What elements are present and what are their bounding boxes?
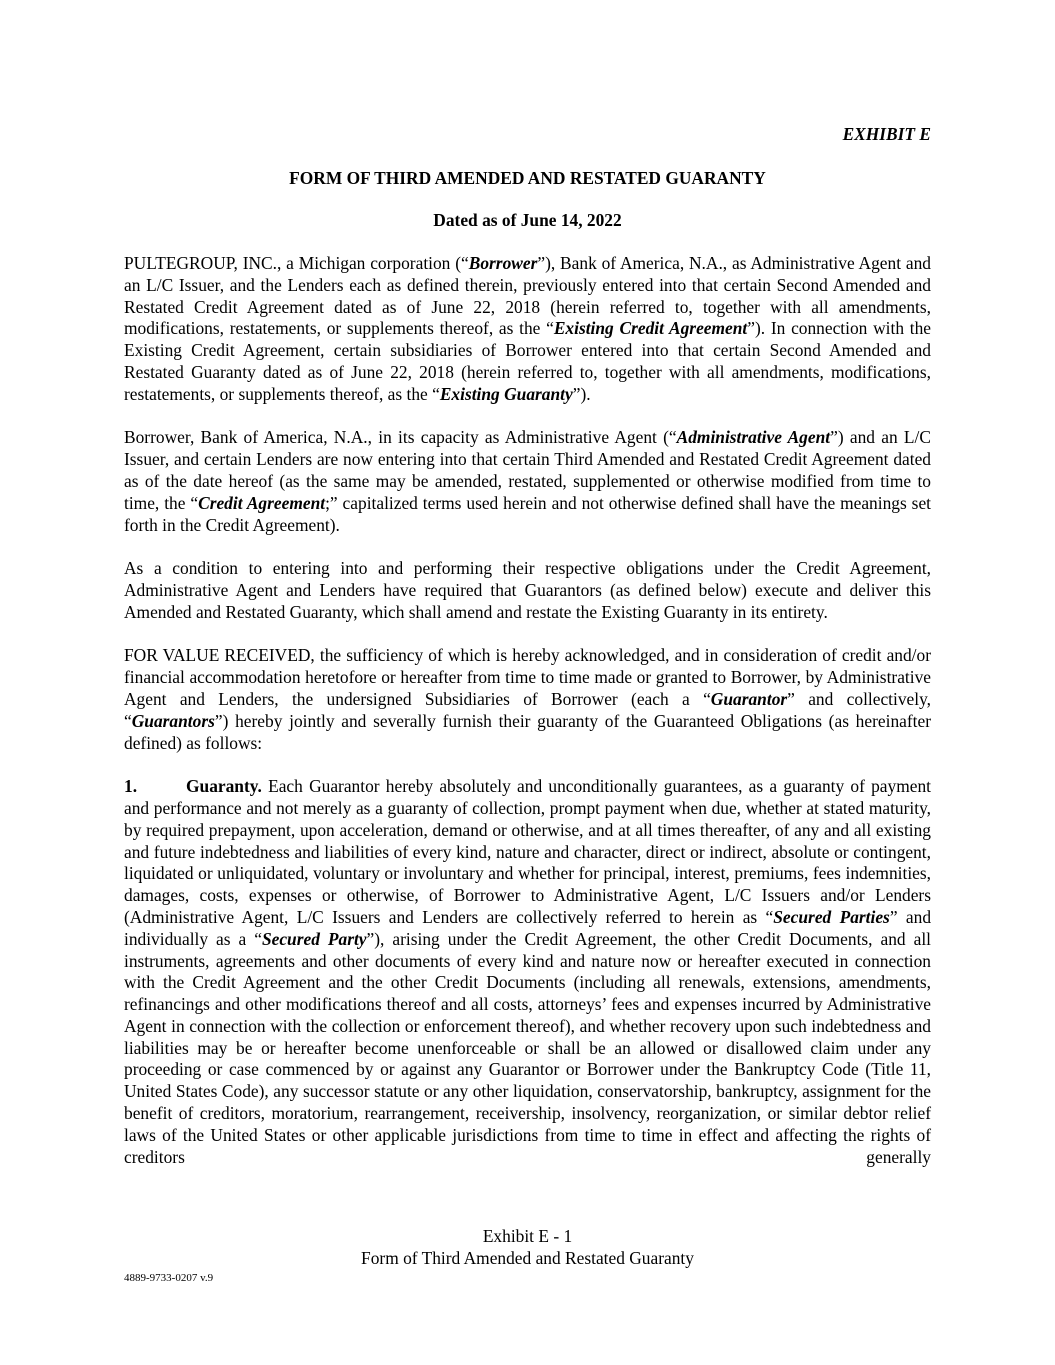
recital-paragraph-2 bbox=[124, 427, 931, 536]
defined-term-secured-parties: Secured Parties bbox=[773, 906, 890, 927]
section-number: 1. bbox=[124, 776, 138, 797]
text: ”). bbox=[572, 383, 591, 404]
defined-term-borrower: Borrower bbox=[468, 253, 538, 273]
document-date: Dated as of June 14, 2022 bbox=[433, 210, 622, 230]
text: ” and individually as a “ bbox=[124, 906, 932, 949]
document-body bbox=[124, 253, 931, 1190]
text: ”) and an L/C Issuer, and certain Lenders are now entering into that certain Third Amended and Restated Credit Agreement dated as of the date hereof (as the same may be amended, restated, supplemented or otherwise modified from time to time, the “ bbox=[124, 427, 931, 513]
defined-term-existing-credit-agreement: Existing Credit Agreement bbox=[553, 318, 748, 339]
text: ” and collectively, “ bbox=[124, 688, 931, 731]
recital-paragraph-1 bbox=[124, 253, 931, 406]
section-1-guaranty bbox=[124, 776, 931, 1168]
document-id: 4889-9733-0207 v.9 bbox=[124, 1272, 214, 1284]
text: ”), Bank of America, N.A., as Administrative Agent and an L/C Issuer, and the Lenders each as defined therein, previously entered into that certain Second Amended and Restated Credit Agreement dated as of June 22, 2018 (herein referred to, together with all amendments, modifications, restatements, or supplements thereof, as the “ bbox=[124, 253, 931, 339]
text: FOR VALUE RECEIVED, the sufficiency of which is hereby acknowledged, and in consideration of credit and/or financial accommodation heretofore or hereafter from time to time made or granted to Borrower, by Administrative Agent and Lenders, the undersigned Subsidiaries of Borrower (each a “ bbox=[124, 645, 931, 709]
text: Each Guarantor hereby absolutely and unconditionally guarantees, as a guaranty of payment and performance and not merely as a guaranty of collection, prompt payment when due, whether at stated maturity, by required prepayment, upon acceleration, demand or otherwise, and at all times thereafter, of any and all existing and future indebtedness and liabilities of every kind, nature and character, direct or indirect, absolute or contingent, liquidated or unliquidated, voluntary or involuntary and whether for principal, interest, premiums, fees indemnities, damages, costs, expenses or otherwise, of Borrower to Administrative Agent, L/C Issuers and/or Lenders (Administrative Agent, L/C Issuers and Lenders are collectively referred to herein as “ bbox=[124, 776, 931, 927]
text: ”), arising under the Credit Agreement, the other Credit Documents, and all instruments, agreements and other documents of every kind and nature now or hereafter executed in connection with the Credit Agreement and the other Credit Documents (including all renewals, extensions, amendments, refinancings and other modifications thereof and all costs, attorneys’ fees and expenses incurred by Administrative Agent in connection with the collection or enforcement thereof), and whether recovery upon such indebtedness and liabilities may be or hereafter become unenforceable or shall be an allowed or disallowed claim under any proceeding or case commenced by or against any Guarantor or Borrower under the Bankruptcy Code (Title 11, United States Code), any successor statute or any other liquidation, conservatorship, bankruptcy, assignment for the benefit of creditors, moratorium, rearrangement, receivership, insolvency, reorganization, or similar debtor relief laws of the United States or other applicable jurisdictions from time to time in effect and affecting the rights of creditors generally bbox=[124, 928, 931, 1167]
defined-term-administrative-agent: Administrative Agent bbox=[676, 427, 831, 448]
defined-term-credit-agreement: Credit Agreement bbox=[198, 492, 326, 513]
footer-title: Form of Third Amended and Restated Guaranty bbox=[361, 1248, 694, 1268]
text: ”). In connection with the Existing Credit Agreement, certain subsidiaries of Borrower entered into that certain Second Amended and Restated Guaranty dated as of June 22, 2018 (herein referred to, together with all amendments, modifications, restatements, or supplements thereof, as the “ bbox=[124, 318, 931, 404]
text: Borrower, Bank of America, N.A., in its capacity as Administrative Agent (“ bbox=[124, 427, 677, 448]
defined-term-existing-guaranty: Existing Guaranty bbox=[439, 383, 573, 404]
text: ;” capitalized terms used herein and not otherwise defined shall have the meanings set forth in the Credit Agreement). bbox=[124, 492, 931, 535]
exhibit-label: EXHIBIT E bbox=[842, 124, 931, 144]
defined-term-secured-party: Secured Party bbox=[261, 928, 367, 949]
recital-paragraph-3 bbox=[124, 558, 931, 623]
defined-term-guarantors: Guarantors bbox=[131, 710, 215, 731]
text: ”) hereby jointly and severally furnish their guaranty of the Guaranteed Obligations (as hereinafter defined) as follows: bbox=[124, 710, 931, 753]
recital-paragraph-4 bbox=[124, 645, 931, 754]
footer-page-number: Exhibit E - 1 bbox=[482, 1226, 573, 1246]
section-heading: Guaranty. bbox=[186, 776, 262, 797]
text: PULTEGROUP, INC., a Michigan corporation (“ bbox=[124, 253, 469, 273]
defined-term-guarantor: Guarantor bbox=[710, 688, 788, 709]
document-title: FORM OF THIRD AMENDED AND RESTATED GUARANTY bbox=[289, 168, 766, 188]
text: As a condition to entering into and performing their respective obligations under the Credit Agreement, Administrative Agent and Lenders have required that Guarantors (as defined below) execute and deliver this Amended and Restated Guaranty, which shall amend and restate the Existing Guaranty in its entirety. bbox=[124, 558, 931, 622]
